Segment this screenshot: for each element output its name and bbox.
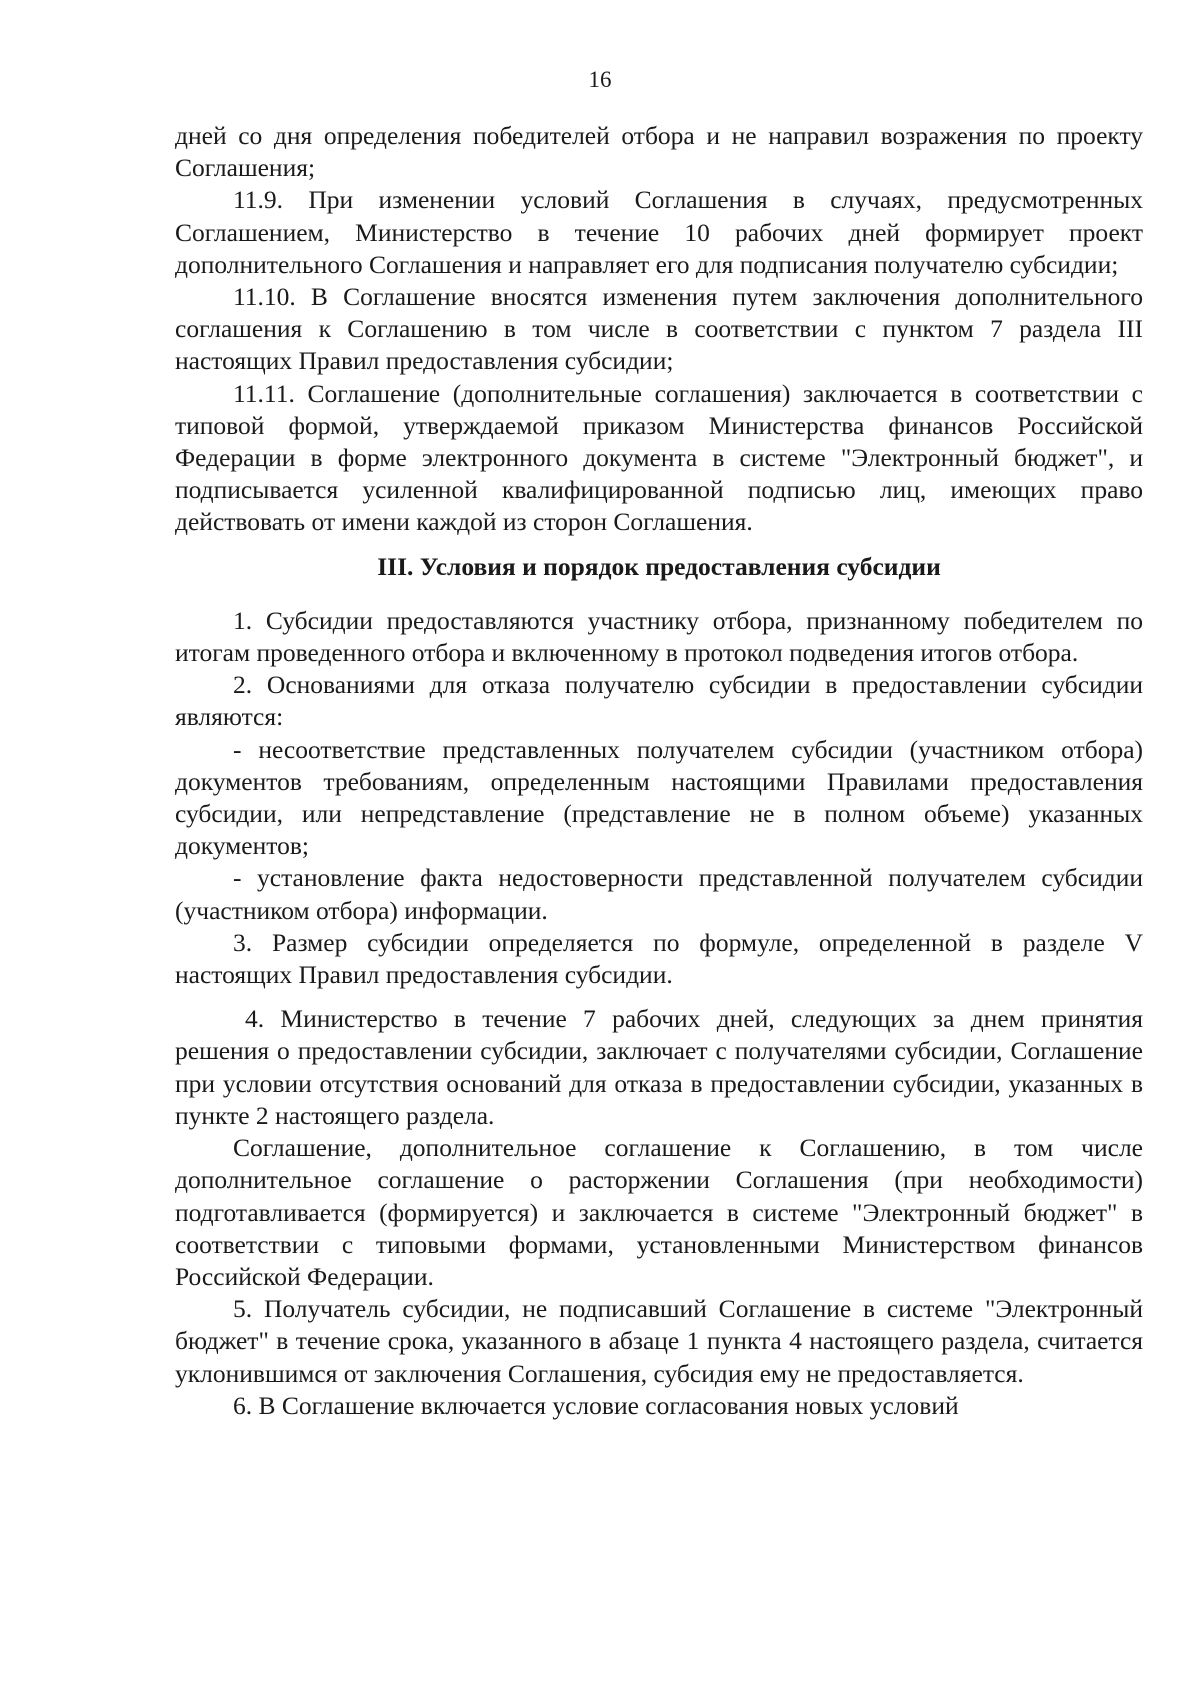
paragraph: дней со дня определения победителей отбора и не направил возражения по проекту Соглашения; [175,121,1143,183]
paragraph: 2. Основаниями для отказа получателю субсидии в предоставлении субсидии являются: [175,670,1143,732]
paragraph: 11.10. В Соглашение вносятся изменения путем заключения дополнительного соглашения к Соглашению в том числе в соответствии с пунктом 7 раздела III настоящих Правил предоставления субсидии; [175,282,1143,376]
list-item: - несоответствие представленных получателем субсидии (участником отбора) документов требованиям, определенным настоящими Правилами предоставления субсидии, или непредставление (представление не в полном объеме) указанных документов; [175,734,1143,861]
paragraph: 6. В Соглашение включается условие согласования новых условий [233,1390,959,1420]
spacer [175,991,1143,1003]
list-item: - установление факта недостоверности представленной получателем субсидии (участником отбора) информации. [175,863,1143,925]
paragraph: Соглашение, дополнительное соглашение к Соглашению, в том числе дополнительное соглашение о расторжении Соглашения (при необходимости) подготавливается (формируется) и заключается в системе "Электронный бюджет" в соответствии с типовыми формами, установленными Министерством финансов Российской Федерации. [175,1133,1143,1291]
paragraph: 5. Получатель субсидии, не подписавший Соглашение в системе "Электронный бюджет" в течение срока, указанного в абзаце 1 пункта 4 настоящего раздела, считается уклонившимся от заключения Соглашения, субсидия ему не предоставляется. [175,1294,1143,1388]
paragraph: 1. Субсидии предоставляются участнику отбора, признанному победителем по итогам проведенного отбора и включенному в протокол подведения итогов отбора. [175,605,1143,668]
section-heading: III. Условия и порядок предоставления субсидии [377,551,941,581]
paragraph: 11.9. При изменении условий Соглашения в случаях, предусмотренных Соглашением, Министерство в течение 10 рабочих дней формирует проект дополнительного Соглашения и направляет его для подписания получателю субсидии; [175,185,1143,279]
document-body [175,120,1143,1422]
paragraph: 4. Министерство в течение 7 рабочих дней, следующих за днем принятия решения о предоставлении субсидии, заключает с получателями субсидии, Соглашение при условии отсутствия оснований для отказа в предоставлении субсидии, указанных в пункте 2 настоящего раздела. [175,1004,1143,1130]
paragraph: 11.11. Соглашение (дополнительные соглашения) заключается в соответствии с типовой формой, утверждаемой приказом Министерства финансов Российской Федерации в форме электронного документа в системе "Электронный бюджет", и подписывается усиленной квалифицированной подписью лиц, имеющих право действовать от имени каждой из сторон Соглашения. [175,378,1143,537]
paragraph: 3. Размер субсидии определяется по формуле, определенной в разделе V настоящих Правил предоставления субсидии. [175,927,1143,990]
page-number: 16 [588,67,612,92]
